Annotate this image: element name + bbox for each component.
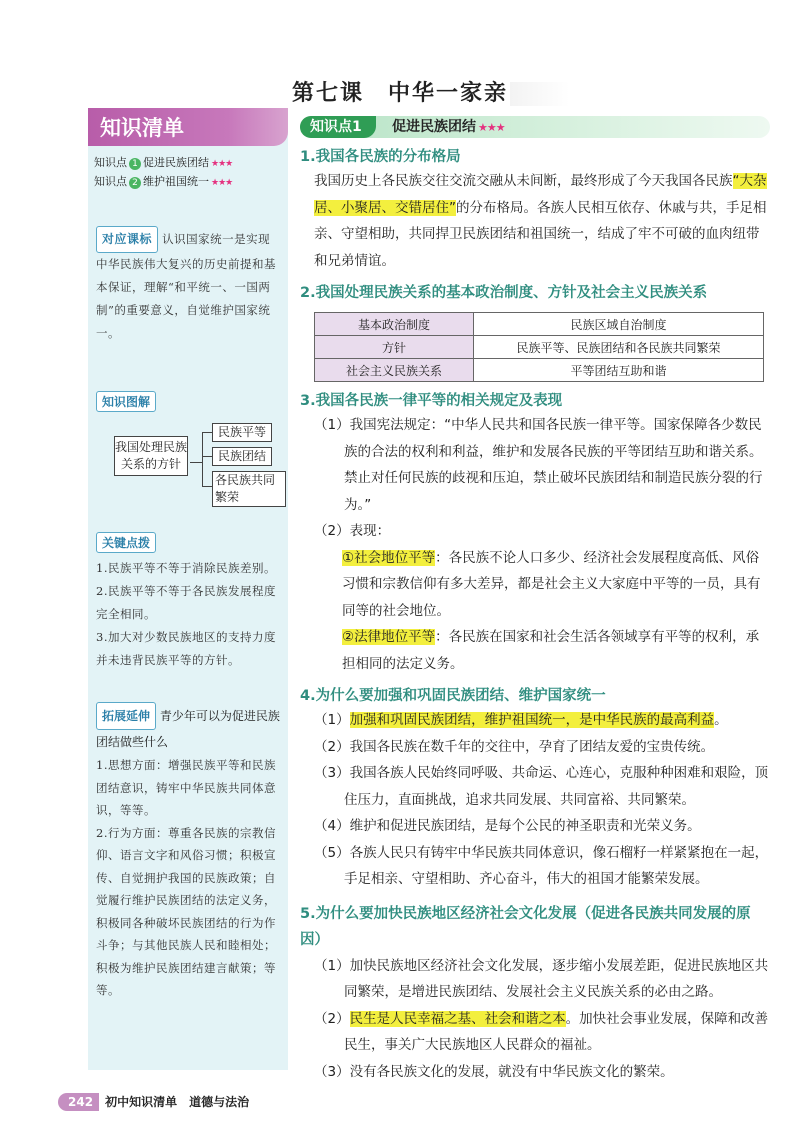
extension-section: [96, 702, 280, 1002]
knowledge-point-header: [300, 116, 770, 138]
section-tag: 对应课标: [96, 226, 158, 253]
mind-map-root: 我国处理民族关系的方针: [114, 436, 188, 476]
footer-text: 初中知识清单 道德与法治: [105, 1095, 250, 1109]
section-heading: 2.我国处理民族关系的基本政治制度、方针及社会主义民族关系: [300, 285, 708, 301]
table-row: 社会主义民族关系 平等团结互助和谐: [315, 359, 764, 382]
keypoint-item: 2.民族平等不等于各民族发展程度完全相同。: [96, 584, 276, 621]
diagram-section: [96, 391, 280, 528]
list-item: （1）加强和巩固民族团结，维护祖国统一，是中华民族的最高利益。: [314, 712, 728, 728]
list-item: （5）各族人民只有铸牢中华民族共同体意识，像石榴籽一样紧紧抱在一起，手足相亲、守望相助、齐心奋斗，伟大的祖国才能繁荣发展。: [314, 844, 769, 887]
policy-table: [314, 312, 764, 382]
section-heading: 5.为什么要加快民族地区经济社会文化发展（促进各民族共同发展的原因）: [300, 905, 751, 948]
mind-map-branch: 各民族共同繁荣: [212, 471, 286, 507]
section-tag: 关键点拨: [96, 532, 156, 553]
knowledge-point-badge: 知识点1: [300, 116, 376, 138]
list-item: （2）我国各民族在数千年的交往中，孕育了团结友爱的宝贵传统。: [314, 738, 715, 755]
keypoint-item: 3.加大对少数民族地区的支持力度并未违背民族平等的方针。: [96, 630, 276, 667]
standard-text: 认识国家统一是实现中华民族伟大复兴的历史前提和基本保证，理解“和平统一、一国两制”的重要意义，自觉维护国家统一。: [96, 232, 276, 340]
highlight: ①社会地位平等: [342, 549, 436, 566]
number-badge: 1: [129, 158, 141, 170]
highlight: ②法律地位平等: [342, 629, 436, 645]
star-icon: ★★★: [478, 121, 505, 134]
mind-map-branch: 民族平等: [212, 423, 272, 442]
table-row: 基本政治制度 民族区域自治制度: [315, 313, 764, 336]
section-heading: 3.我国各民族一律平等的相关规定及表现: [300, 393, 563, 409]
number-badge: 2: [129, 177, 141, 189]
section-tag: 拓展延伸: [96, 702, 156, 730]
paragraph: 我国历史上各民族交往交流交融从未间断，最终形成了今天我国各民族“大杂居、小聚居、交错居住”的分布格局。各族人民相互依存、休戚与共，手足相亲、守望相助，共同捍卫民族团结和祖国统一，结成了牢不可破的血肉纽带和兄弟情谊。: [314, 173, 767, 269]
list-item: （1）加快民族地区经济社会文化发展，逐步缩小发展差距，促进民族地区共同繁荣，是增进民族团结、发展社会主义民族关系的必由之路。: [314, 957, 769, 1000]
index-item: 知识点 2 维护祖国统一 ★★★: [94, 175, 233, 188]
knowledge-point-title: 促进民族团结: [392, 119, 476, 135]
keypoints-section: [96, 532, 280, 672]
list-item: ②法律地位平等：各民族在国家和社会生活各领域享有平等的权利，承担相同的法定义务。: [342, 629, 760, 672]
highlight: 加强和巩固民族团结，维护祖国统一，是中华民族的最高利益: [349, 712, 715, 728]
list-item: （2）民生是人民幸福之基、社会和谐之本。加快社会事业发展，保障和改善民生，事关广大民族地区人民群众的福祉。: [314, 1010, 769, 1053]
sidebar-heading: 知识清单: [88, 108, 288, 146]
list-item: （3）我国各族人民始终同呼吸、共命运、心连心，克服种种困难和艰险，顶住压力，直面挑战，追求共同发展、共同富裕、共同繁荣。: [314, 765, 769, 808]
list-item: （4）维护和促进民族团结，是每个公民的神圣职责和光荣义务。: [314, 818, 701, 834]
table-row: 方针 民族平等、民族团结和各民族共同繁荣: [315, 336, 764, 359]
section-heading: 1.我国各民族的分布格局: [300, 149, 461, 165]
keypoint-item: 1.民族平等不等于消除民族差别。: [96, 561, 276, 575]
highlight: “大杂居、小聚居、交错居住”: [314, 173, 767, 216]
list-item: （3）没有各民族文化的发展，就没有中华民族文化的繁荣。: [314, 1063, 674, 1080]
mind-map: [100, 418, 280, 528]
extension-question: 青少年可以为促进民族团结做些什么: [96, 709, 280, 749]
knowledge-index: [88, 146, 288, 202]
page-title: 第七课 中华一家亲: [0, 76, 800, 107]
mind-map-branch: 民族团结: [212, 447, 272, 466]
section-tag: 知识图解: [96, 391, 156, 412]
sidebar: [88, 108, 288, 1070]
page-footer: [58, 1091, 249, 1109]
page-number: 242: [58, 1093, 99, 1111]
star-icon: ★★★: [211, 178, 233, 188]
star-icon: ★★★: [211, 159, 233, 169]
list-item: （1）我国宪法规定：“中华人民共和国各民族一律平等。国家保障各少数民族的合法的权利和利益，维护和发展各民族的平等团结互助和谐关系。禁止对任何民族的歧视和压迫，禁止破坏民族团结和制造民族分裂的行为。”: [314, 417, 763, 513]
section-heading: 4.为什么要加强和巩固民族团结、维护国家统一: [300, 688, 606, 704]
extension-item: 2.行为方面：尊重各民族的宗教信仰、语言文字和风俗习惯；积极宣传、自觉拥护我国的民族政策；自觉履行维护民族团结的法定义务，积极同各种破坏民族团结的行为作斗争；与其他民族人民和睦相处；积极为维护民族团结建言献策；等等。: [96, 825, 276, 997]
highlight: 民生是人民幸福之基、社会和谐之本: [349, 1010, 566, 1027]
main-content: [300, 116, 770, 1085]
extension-item: 1.思想方面：增强民族平等和民族团结意识，铸牢中华民族共同体意识，等等。: [96, 758, 276, 817]
standard-section: [96, 226, 280, 345]
index-item: 知识点 1 促进民族团结 ★★★: [94, 156, 233, 169]
list-item: （2）表现：: [314, 523, 391, 539]
list-item: ①社会地位平等：各民族不论人口多少、经济社会发展程度高低、风俗习惯和宗教信仰有多大差异，都是社会主义大家庭中平等的一员，具有同等的社会地位。: [342, 549, 761, 619]
